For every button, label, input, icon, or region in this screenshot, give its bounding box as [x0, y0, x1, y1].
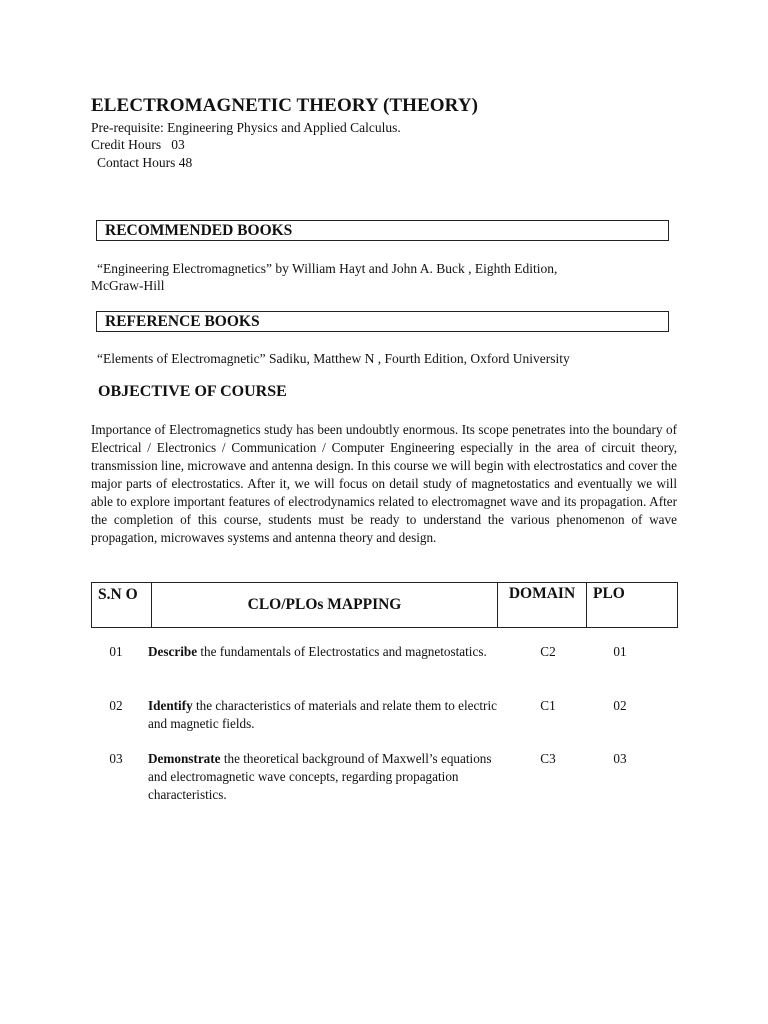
mapping-header-row: [92, 583, 678, 628]
reference-book-line: “Elements of Electromagnetic” Sadiku, Matthew N , Fourth Edition, Oxford University: [97, 351, 570, 366]
row-description-text: the characteristics of materials and relate them to electric and magnetic fields.: [148, 698, 497, 731]
objective-heading: OBJECTIVE OF COURSE: [98, 383, 287, 400]
clo-plo-mapping-table: [91, 582, 678, 628]
recommended-books-heading: RECOMMENDED BOOKS: [105, 222, 293, 239]
row-description: [148, 697, 498, 733]
objective-text: Importance of Electromagnetics study has been undoubtly enormous. Its scope penetrates into the boundary of Electrical / Electronics / Communication / Computer Engineering especially in the area of circuit theory, transmission line, microwave and antenna design. In this course we will begin with electrostatics and cover the major parts of electrostatics. After it, we will focus on detail study of magnetostatics and eventually we will able to explore important features of electrodynamics related to electromagnet wave and its propagation. After the completion of this course, students must be ready to understand the various phenomenon of wave propagation, microwaves systems and antenna theory and design.: [91, 422, 677, 545]
header-sno: S.N O: [92, 583, 152, 628]
row-sno: 01: [109, 644, 123, 659]
row-plo: 02: [613, 698, 627, 713]
row-plo: 01: [613, 644, 627, 659]
row-description-text: the fundamentals of Electrostatics and magnetostatics.: [197, 644, 487, 659]
prerequisite: Pre-requisite: Engineering Physics and Applied Calculus.: [91, 120, 401, 135]
row-sno: 02: [109, 698, 123, 713]
reference-books-heading-box: [96, 311, 669, 332]
row-domain: C2: [540, 644, 556, 659]
row-description: [148, 750, 498, 804]
header-clo-mapping: CLO/PLOs MAPPING: [152, 583, 498, 628]
row-domain: C3: [540, 751, 556, 766]
recommended-books-heading-box: [96, 220, 669, 241]
row-sno: 03: [109, 751, 123, 766]
reference-books-heading: REFERENCE BOOKS: [105, 313, 260, 330]
header-domain: DOMAIN: [498, 583, 587, 628]
row-verb: Demonstrate: [148, 751, 221, 766]
row-plo: 03: [613, 751, 627, 766]
contact-hours: Contact Hours 48: [97, 155, 193, 170]
row-verb: Identify: [148, 698, 193, 713]
recommended-book-line-1: “Engineering Electromagnetics” by William Hayt and John A. Buck , Eighth Edition,: [97, 261, 558, 276]
row-description-text: the theoretical background of Maxwell’s equations and electromagnetic wave concepts, regarding propagation characteristics.: [148, 751, 492, 802]
row-domain: C1: [540, 698, 556, 713]
credit-hours: Credit Hours 03: [91, 137, 185, 152]
header-plo: PLO: [587, 583, 678, 628]
course-title: ELECTROMAGNETIC THEORY (THEORY): [91, 95, 479, 116]
row-description: [148, 643, 498, 661]
row-verb: Describe: [148, 644, 198, 659]
recommended-book-line-2: McGraw-Hill: [91, 278, 165, 293]
